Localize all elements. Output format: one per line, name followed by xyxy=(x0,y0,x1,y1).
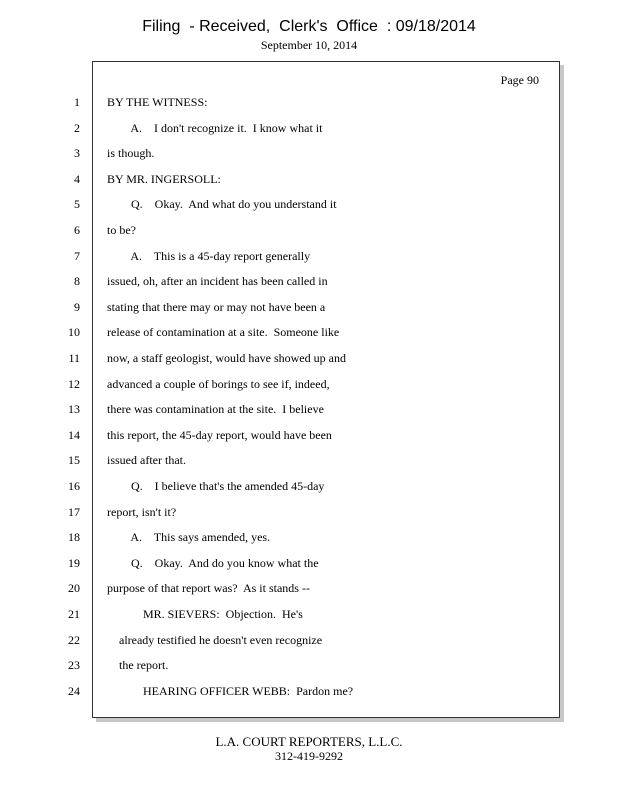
transcript-line: A. I don't recognize it. I know what it xyxy=(107,121,323,135)
transcript-line: MR. SIEVERS: Objection. He's xyxy=(107,607,303,621)
transcript-line: BY THE WITNESS: xyxy=(107,95,208,109)
reporter-phone: 312-419-9292 xyxy=(275,749,343,763)
filing-stamp-header: Filing - Received, Clerk's Office : 09/18/2014 xyxy=(142,18,476,35)
line-number: 1 xyxy=(74,95,80,109)
transcript-line: the report. xyxy=(107,658,169,672)
line-number: 2 xyxy=(74,121,80,135)
transcript-line: is though. xyxy=(107,146,155,160)
line-number: 13 xyxy=(68,402,80,416)
transcript-line: stating that there may or may not have been a xyxy=(107,300,326,314)
line-number: 10 xyxy=(68,325,80,339)
transcript-line: A. This is a 45-day report generally xyxy=(107,249,311,263)
transcript-line: report, isn't it? xyxy=(107,505,177,519)
line-number: 19 xyxy=(68,556,80,570)
line-number: 15 xyxy=(68,453,80,467)
line-number: 23 xyxy=(68,658,80,672)
line-number: 3 xyxy=(74,146,80,160)
line-number: 14 xyxy=(68,428,80,442)
line-number: 5 xyxy=(74,197,80,211)
line-number: 24 xyxy=(68,684,80,698)
transcript-line: BY MR. INGERSOLL: xyxy=(107,172,221,186)
transcript-line: Q. I believe that's the amended 45-day xyxy=(107,479,325,493)
line-number: 12 xyxy=(68,377,80,391)
transcript-line: to be? xyxy=(107,223,136,237)
page-number: Page 90 xyxy=(500,73,539,87)
transcript-line: Q. Okay. And do you know what the xyxy=(107,556,319,570)
line-number: 6 xyxy=(74,223,80,237)
transcript-line: advanced a couple of borings to see if, indeed, xyxy=(107,377,330,391)
deposition-date: September 10, 2014 xyxy=(260,38,358,52)
line-number: 21 xyxy=(68,607,80,621)
transcript-line: there was contamination at the site. I believe xyxy=(107,402,324,416)
line-number: 18 xyxy=(68,530,80,544)
line-number: 17 xyxy=(68,505,80,519)
line-number: 20 xyxy=(68,581,80,595)
transcript-line: issued after that. xyxy=(107,453,186,467)
transcript-line: Q. Okay. And what do you understand it xyxy=(107,197,337,211)
transcript-line: this report, the 45-day report, would have been xyxy=(107,428,332,442)
transcript-line: now, a staff geologist, would have showed up and xyxy=(107,351,346,365)
transcript-line: HEARING OFFICER WEBB: Pardon me? xyxy=(107,684,354,698)
transcript-line: already testified he doesn't even recognize xyxy=(107,633,323,647)
reporter-company: L.A. COURT REPORTERS, L.L.C. xyxy=(215,734,403,749)
transcript-line: A. This says amended, yes. xyxy=(107,530,271,544)
line-number: 7 xyxy=(74,249,80,263)
line-number: 22 xyxy=(68,633,80,647)
transcript-line: release of contamination at a site. Someone like xyxy=(107,325,340,339)
line-number: 9 xyxy=(74,300,80,314)
transcript-line: issued, oh, after an incident has been called in xyxy=(107,274,328,288)
line-number: 11 xyxy=(68,351,80,365)
line-number: 4 xyxy=(74,172,80,186)
line-number: 16 xyxy=(68,479,80,493)
transcript-line: purpose of that report was? As it stands -- xyxy=(107,581,310,595)
line-number: 8 xyxy=(74,274,80,288)
